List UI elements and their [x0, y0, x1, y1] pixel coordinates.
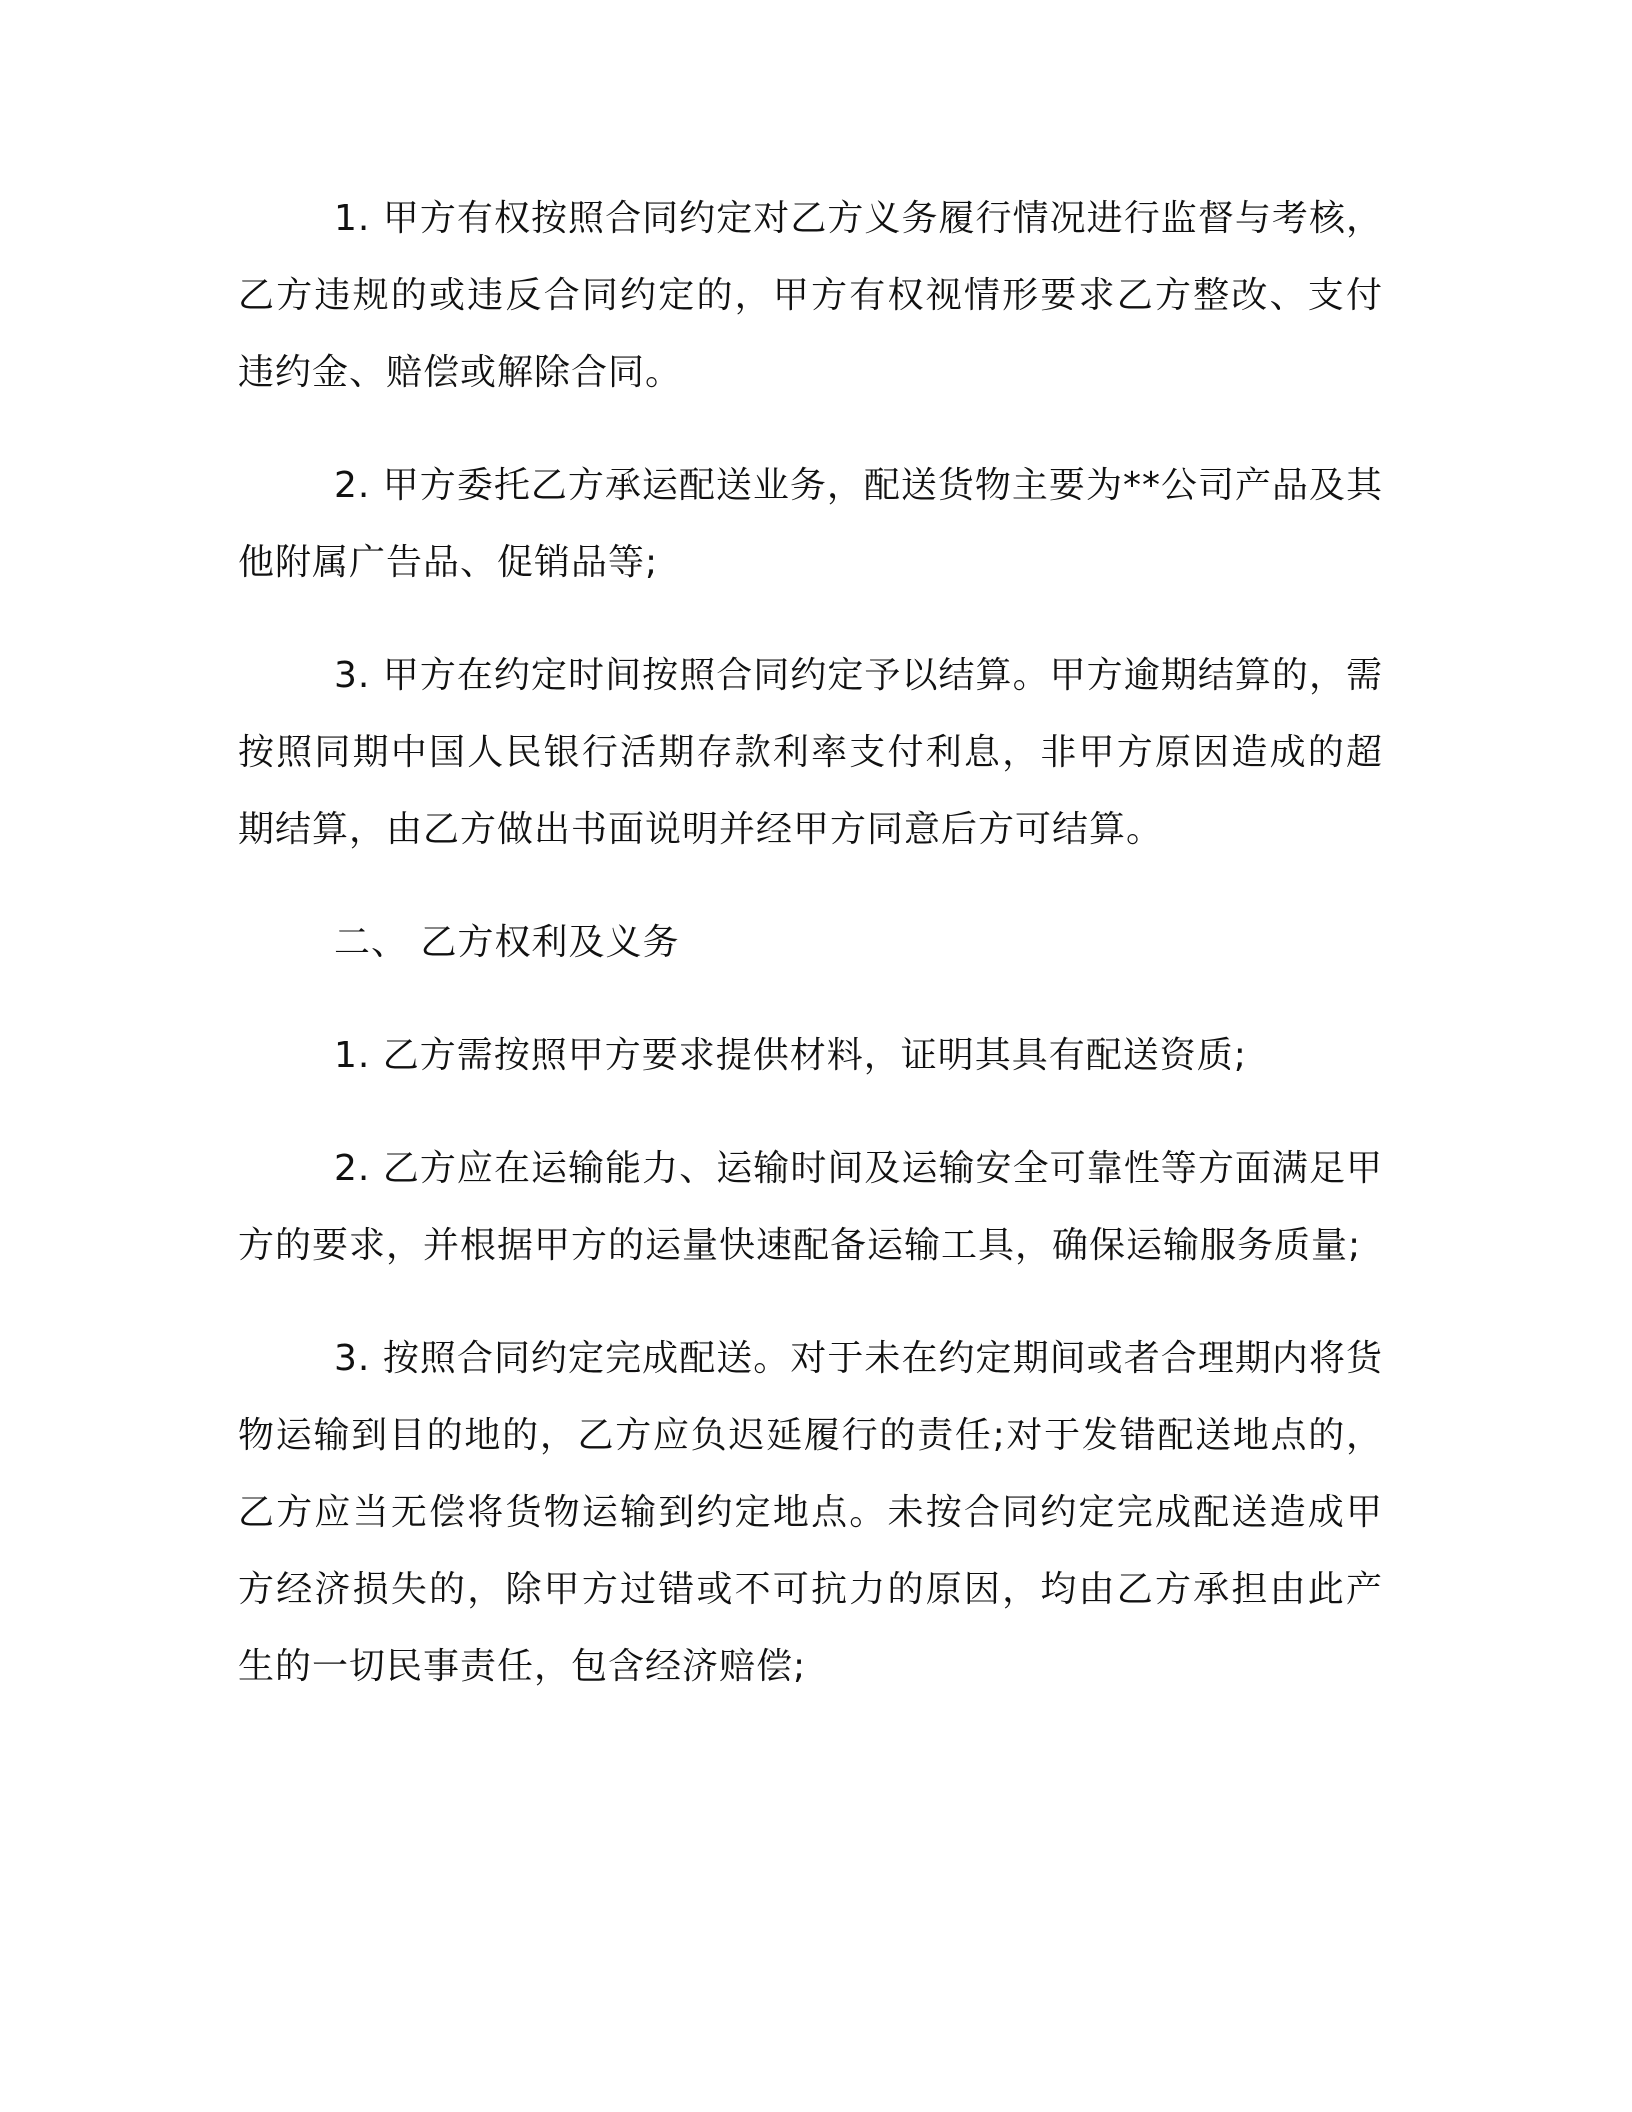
party-a-item-3: 3. 甲方在约定时间按照合同约定予以结算。甲方逾期结算的，需按照同期中国人民银行活期存款利率支付利息，非甲方原因造成的超期结算，由乙方做出书面说明并经甲方同意后方可结算。: [238, 655, 1383, 850]
party-b-item-2: 2. 乙方应在运输能力、运输时间及运输安全可靠性等方面满足甲方的要求，并根据甲方的运量快速配备运输工具，确保运输服务质量;: [238, 1148, 1383, 1266]
party-b-item-3: 3. 按照合同约定完成配送。对于未在约定期间或者合理期内将货物运输到目的地的，乙方应负迟延履行的责任;对于发错配送地点的，乙方应当无偿将货物运输到约定地点。未按合同约定完成配送造成甲方经济损失的，除甲方过错或不可抗力的原因，均由乙方承担由此产生的一切民事责任，包含经济赔偿;: [238, 1338, 1383, 1687]
document-page: [238, 180, 1383, 1741]
section-two-heading: 二、 乙方权利及义务: [334, 922, 680, 963]
party-a-item-1: 1. 甲方有权按照合同约定对乙方义务履行情况进行监督与考核，乙方违规的或违反合同约定的，甲方有权视情形要求乙方整改、支付违约金、赔偿或解除合同。: [238, 198, 1383, 393]
party-a-item-2: 2. 甲方委托乙方承运配送业务，配送货物主要为**公司产品及其他附属广告品、促销品等;: [238, 465, 1383, 583]
party-b-item-1: 1. 乙方需按照甲方要求提供材料，证明其具有配送资质;: [334, 1035, 1247, 1076]
